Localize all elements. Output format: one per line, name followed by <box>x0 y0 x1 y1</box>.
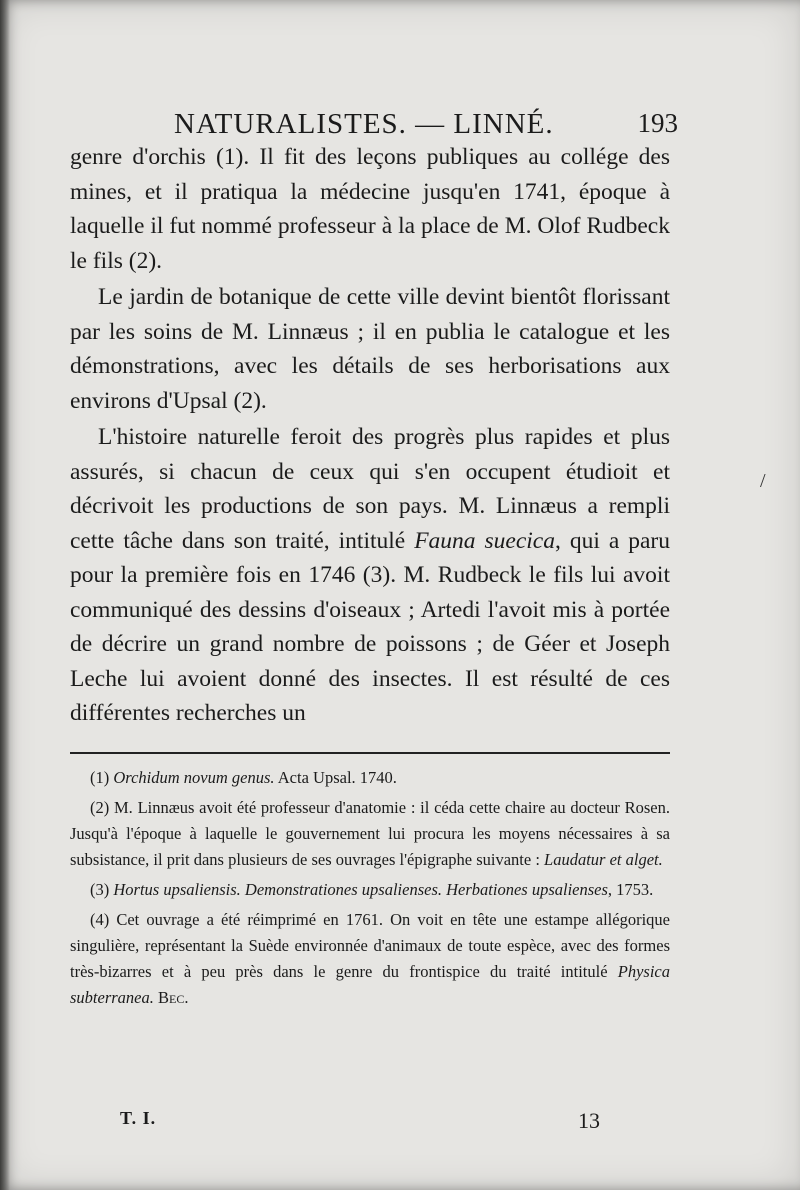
paragraph-3-part-b: , qui a paru pour la première fois en 1746 (3). M. Rudbeck le fils lui avoit communiqué des dessins d'oiseaux ; Artedi l'avoit mis à portée de décrire un grand nombre de poissons ; de Géer et Joseph Leche lui avoient donné des insectes. Il est résulté de ces différentes recherches un <box>70 527 670 726</box>
footnote-4-title: Physica subterranea. <box>70 962 670 1007</box>
footnote-2-text: M. Linnæus avoit été professeur d'anatomie : il céda cette chaire au docteur Rosen. Jusqu'à l'époque à laquelle le gouvernement lui procura les moyens nécessaires à sa subsistance, il prit dans plusieurs de ses ouvrages l'épigraphe suivante : <box>70 798 670 869</box>
footnotes <box>70 765 670 1015</box>
footnote-1-title: Orchidum novum genus. <box>113 768 275 787</box>
footnote-3 <box>70 877 670 903</box>
footnote-2-number: (2) <box>90 798 110 817</box>
paragraph-3-part-a: L'histoire naturelle feroit des progrès plus rapides et plus assurés, si chacun de ceux qui s'en occupent étudioit et décrivoit les productions de son pays. M. Linnæus a rempli cette tâche dans son traité, intitulé <box>70 424 670 554</box>
footnote-1-source: Acta Upsal. 1740. <box>274 768 397 787</box>
book-title-fauna-suecica: Fauna suecica <box>414 527 555 554</box>
binding-shadow <box>0 0 10 1190</box>
margin-mark: / <box>760 470 766 492</box>
footnote-4-signature: Bec. <box>153 988 189 1007</box>
volume-signature: T. I. <box>120 1108 157 1128</box>
footnote-rule <box>70 752 670 754</box>
footnote-4-number: (4) <box>90 910 110 929</box>
footnote-2 <box>70 795 670 873</box>
footnote-3-number: (3) <box>90 880 110 899</box>
footnote-3-year: , 1753. <box>607 880 654 899</box>
footnote-2-epigraph: Laudatur et alget. <box>544 850 663 869</box>
paragraph-3 <box>70 420 670 731</box>
footnote-1-number: (1) <box>90 768 110 787</box>
paragraph-1: genre d'orchis (1). Il fit des leçons publiques au collége des mines, et il pratiqua la médecine jusqu'en 1741, époque à laquelle il fut nommé professeur à la place de M. Olof Rudbeck le fils (2). <box>70 144 670 274</box>
running-head: NATURALISTES. — LINNÉ. <box>174 108 554 140</box>
footnote-4-text: Cet ouvrage a été réimprimé en 1761. On voit en tête une estampe allégorique singulière, représentant la Suède environnée d'animaux de toute espèce, avec des formes très-bizarres et à peu près dans le genre du frontispice du traité intitulé <box>70 910 670 981</box>
paragraph-2: Le jardin de botanique de cette ville devint bientôt florissant par les soins de M. Linnæus ; il en publia le catalogue et les démonstrations, avec les détails de ses herborisations aux environs d'Upsal (2). <box>70 284 670 414</box>
footnote-4 <box>70 907 670 1011</box>
main-text <box>70 140 670 731</box>
footnote-3-titles: Hortus upsaliensis. Demonstrationes upsalienses. Herbationes upsalienses <box>109 880 608 899</box>
gathering-number: 13 <box>578 1108 600 1133</box>
page-number: 193 <box>637 108 678 138</box>
page-footer <box>120 1108 600 1138</box>
footnote-1 <box>70 765 670 791</box>
